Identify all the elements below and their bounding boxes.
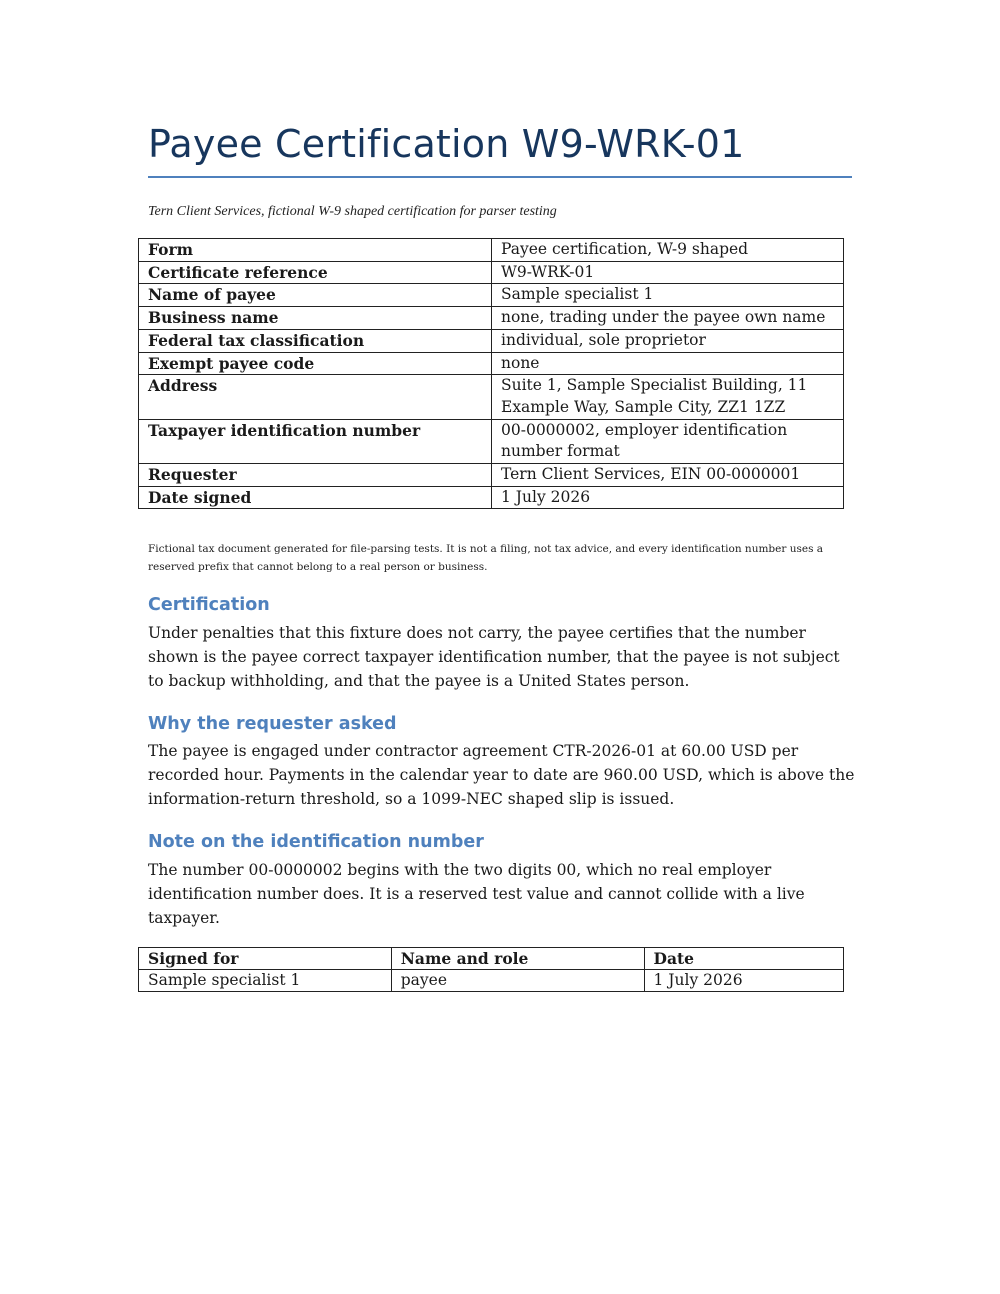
row-value: Suite 1, Sample Specialist Building, 11 Example Way, Sample City, ZZ1 1ZZ — [492, 375, 844, 419]
row-value: Sample specialist 1 — [492, 284, 844, 307]
row-label: Taxpayer identification number — [139, 419, 492, 463]
row-value: none — [492, 352, 844, 375]
table-row — [139, 329, 844, 352]
header-date: Date — [644, 948, 844, 970]
header-signed-for: Signed for — [139, 948, 392, 970]
row-label: Federal tax classification — [139, 329, 492, 352]
heading-why-requester-asked: Why the requester asked — [148, 714, 397, 734]
document-title: Payee Certification W9-WRK-01 — [148, 122, 745, 166]
table-row — [139, 352, 844, 375]
table-header-row — [139, 948, 844, 970]
certification-text: Under penalties that this fixture does not carry, the payee certifies that the number shown is the payee correct taxpayer identification number, that the payee is not subject to backup withholding, and that the payee is a United States person. — [148, 624, 840, 690]
table-row — [139, 284, 844, 307]
signed-for-value: Sample specialist 1 — [139, 970, 392, 992]
details-table — [138, 238, 844, 509]
row-value: Payee certification, W-9 shaped — [492, 239, 844, 262]
heading-certification: Certification — [148, 595, 270, 615]
row-label: Certificate reference — [139, 261, 492, 284]
title-underline — [148, 176, 852, 178]
row-label: Name of payee — [139, 284, 492, 307]
row-label: Exempt payee code — [139, 352, 492, 375]
row-value: individual, sole proprietor — [492, 329, 844, 352]
row-label: Form — [139, 239, 492, 262]
row-value: none, trading under the payee own name — [492, 307, 844, 330]
table-row — [139, 486, 844, 509]
row-value: 1 July 2026 — [492, 486, 844, 509]
table-row — [139, 419, 844, 463]
table-row — [139, 239, 844, 262]
row-label: Date signed — [139, 486, 492, 509]
table-row — [139, 375, 844, 419]
row-value: Tern Client Services, EIN 00-0000001 — [492, 464, 844, 487]
row-label: Requester — [139, 464, 492, 487]
name-and-role-value: payee — [391, 970, 644, 992]
disclaimer-note: Fictional tax document generated for file-parsing tests. It is not a filing, not tax advice, and every identification number uses a reserved prefix that cannot belong to a real person or business. — [148, 543, 824, 573]
signature-table — [138, 947, 844, 992]
why-requester-asked-text: The payee is engaged under contractor agreement CTR-2026-01 at 60.00 USD per recorded hour. Payments in the calendar year to date are 960.00 USD, which is above the information-return threshold, so a 1099-NEC shaped slip is issued. — [148, 742, 855, 808]
row-label: Address — [139, 375, 492, 419]
row-label: Business name — [139, 307, 492, 330]
date-value: 1 July 2026 — [644, 970, 844, 992]
header-name-and-role: Name and role — [391, 948, 644, 970]
table-row — [139, 970, 844, 992]
row-value: W9-WRK-01 — [492, 261, 844, 284]
identification-note-text: The number 00-0000002 begins with the two digits 00, which no real employer identification number does. It is a reserved test value and cannot collide with a live taxpayer. — [148, 861, 805, 927]
document-subtitle: Tern Client Services, fictional W-9 shaped certification for parser testing — [148, 204, 557, 219]
table-row — [139, 307, 844, 330]
table-row — [139, 464, 844, 487]
heading-identification-note: Note on the identification number — [148, 832, 484, 852]
row-value: 00-0000002, employer identification number format — [492, 419, 844, 463]
table-row — [139, 261, 844, 284]
